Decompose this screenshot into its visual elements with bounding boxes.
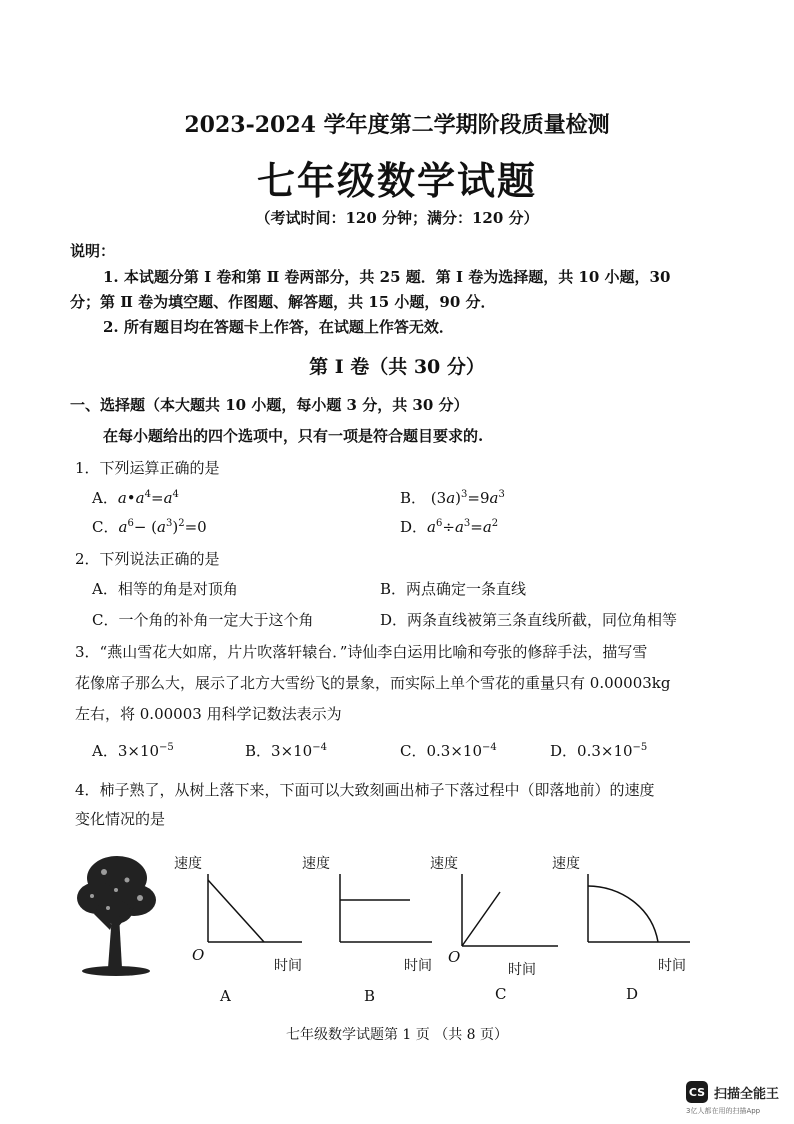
exam-header-line: 2023-2024 学年度第二学期阶段质量检测 <box>184 112 610 138</box>
instruction-item-1-cont: 分；第 Ⅱ 卷为填空题、作图题、解答题，共 15 小题，90 分． <box>70 293 496 311</box>
question-4-line-2: 变化情况的是 <box>75 810 166 828</box>
q2-option-d: D．两条直线被第三条直线所截，同位角相等 <box>380 611 678 629</box>
graph-a-curve <box>208 880 264 942</box>
graph-d-curve <box>588 886 658 942</box>
question-3-line-2: 花像席子那么大，展示了北方大雪纷飞的景象，而实际上单个雪花的重量只有 0.00003kg <box>75 674 671 692</box>
graph-a-x-label: 时间 <box>274 958 302 974</box>
question-1-stem: 1．下列运算正确的是 <box>75 459 220 477</box>
graph-a-y-label: 速度 <box>174 856 202 872</box>
graph-d-caption: D <box>626 985 639 1003</box>
graph-c-curve <box>462 892 500 946</box>
graph-c-origin: O <box>448 948 461 966</box>
question-3-line-1: 3．“燕山雪花大如席，片片吹落轩辕台．”诗仙李白运用比喻和夸张的修辞手法，描写雪 <box>75 643 648 661</box>
graph-option-c <box>428 852 568 982</box>
graph-a-caption: A <box>220 987 231 1005</box>
graph-option-a <box>172 852 312 977</box>
tree-illustration <box>72 850 162 980</box>
graph-d-y-label: 速度 <box>552 856 580 872</box>
graph-b-caption: B <box>364 987 376 1005</box>
graph-option-b <box>300 852 440 977</box>
q3-option-c: C．$0.3\times 10^{-4}$ <box>400 742 497 760</box>
part-heading: 一、选择题（本大题共 10 小题，每小题 3 分，共 30 分） <box>70 396 469 414</box>
scanner-watermark <box>686 1081 779 1116</box>
watermark-tagline: 3亿人都在用的扫描App <box>686 1107 761 1115</box>
watermark-app-name: 扫描全能王 <box>714 1086 780 1102</box>
instruction-item-2: 2. 所有题目均在答题卡上作答，在试题上作答无效． <box>103 318 454 336</box>
q3-option-a: A．$3\times 10^{-5}$ <box>92 742 174 760</box>
section-title: 第 Ⅰ 卷（共 30 分） <box>309 356 485 378</box>
graph-c-caption: C <box>495 985 507 1003</box>
instructions-heading: 说明： <box>70 242 116 260</box>
q2-option-c: C．一个角的补角一定大于这个角 <box>92 611 314 629</box>
q1-option-d: D．$a^6\div a^3=a^2$ <box>400 518 499 536</box>
q1-option-c: C．$a^6- (a^3)^2=0$ <box>92 518 207 536</box>
graph-a-origin: O <box>192 946 205 964</box>
q1-option-a: A．$a•a^4=a^4$ <box>92 489 179 507</box>
graph-b-y-label: 速度 <box>302 856 330 872</box>
q3-option-d: D．$0.3\times 10^{-5}$ <box>550 742 648 760</box>
graph-b-x-label: 时间 <box>404 958 432 974</box>
page-title: 七年级数学试题 <box>256 158 537 203</box>
question-2-stem: 2．下列说法正确的是 <box>75 550 220 568</box>
instruction-item-1: 1. 本试题分第 Ⅰ 卷和第 Ⅱ 卷两部分，共 25 题．第 Ⅰ 卷为选择题，共 10 小题，30 <box>103 268 671 286</box>
graph-d-x-label: 时间 <box>658 958 686 974</box>
graph-c-x-label: 时间 <box>508 962 536 978</box>
part-note: 在每小题给出的四个选项中，只有一项是符合题目要求的. <box>103 427 484 445</box>
question-3-line-3: 左右，将 0.00003 用科学记数法表示为 <box>75 705 342 723</box>
q3-option-b: B．$3\times 10^{-4}$ <box>245 742 327 760</box>
q2-option-a: A．相等的角是对顶角 <box>92 580 238 598</box>
graph-option-d <box>550 852 700 977</box>
q2-option-b: B．两点确定一条直线 <box>380 580 527 598</box>
page-footer: 七年级数学试题第 1 页 （共 8 页） <box>285 1027 509 1043</box>
graph-c-y-label: 速度 <box>430 856 458 872</box>
q1-option-b: B． $(3a)^3=9a^3$ <box>400 489 505 507</box>
question-4-line-1: 4．柿子熟了，从树上落下来，下面可以大致刻画出柿子下落过程中（即落地前）的速度 <box>75 781 655 799</box>
camscanner-logo-icon: CS <box>686 1081 708 1103</box>
exam-info: （考试时间：120 分钟；满分：120 分） <box>255 209 539 227</box>
